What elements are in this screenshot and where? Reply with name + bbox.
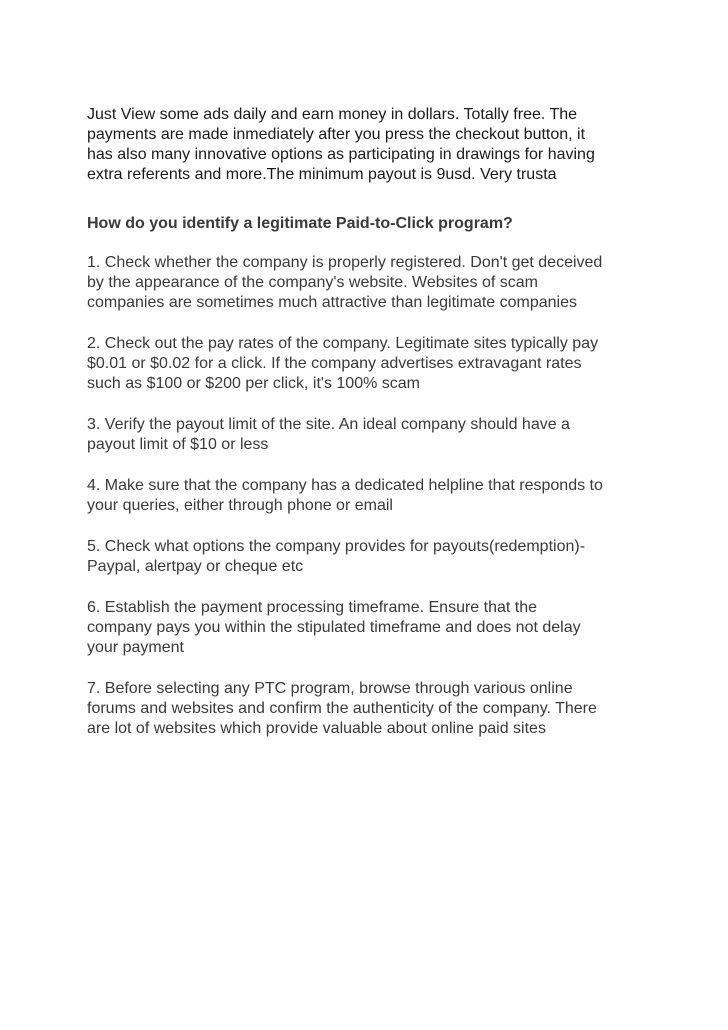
- tip-line: 5. Check what options the company provides for payouts(redemption)-: [87, 538, 586, 555]
- tip-paragraph-7: [87, 679, 657, 739]
- tip-paragraph-4: [87, 476, 657, 516]
- tip-line: 4. Make sure that the company has a dedicated helpline that responds to: [87, 477, 603, 494]
- tip-line: 6. Establish the payment processing timeframe. Ensure that the: [87, 599, 538, 616]
- tip-line: company pays you within the stipulated timeframe and does not delay: [87, 619, 581, 636]
- tip-line: are lot of websites which provide valuable about online paid sites: [87, 720, 546, 737]
- tip-paragraph-3: [87, 415, 657, 455]
- tip-line: your payment: [87, 639, 184, 656]
- tip-line: your queries, either through phone or email: [87, 497, 393, 514]
- tip-line: payout limit of $10 or less: [87, 436, 269, 453]
- tip-line: $0.01 or $0.02 for a click. If the company advertises extravagant rates: [87, 355, 582, 372]
- tip-paragraph-6: [87, 598, 657, 658]
- tip-line: 2. Check out the pay rates of the company. Legitimate sites typically pay: [87, 335, 599, 352]
- intro-line: Just View some ads daily and earn money in dollars. Totally free. The: [87, 106, 578, 123]
- intro-line: extra referents and more.The minimum payout is 9usd. Very trusta: [87, 166, 557, 183]
- intro-line: has also many innovative options as participating in drawings for having: [87, 146, 595, 163]
- document-page: [87, 105, 657, 760]
- tip-line: Paypal, alertpay or cheque etc: [87, 558, 304, 575]
- tip-line: forums and websites and confirm the authenticity of the company. There: [87, 700, 597, 717]
- section-heading: How do you identify a legitimate Paid-to-Click program?: [87, 215, 513, 232]
- intro-line: payments are made inmediately after you press the checkout button, it: [87, 126, 586, 143]
- tip-line: by the appearance of the company's website. Websites of scam: [87, 274, 538, 291]
- tip-line: 3. Verify the payout limit of the site. An ideal company should have a: [87, 416, 570, 433]
- tip-paragraph-5: [87, 537, 657, 577]
- tip-paragraph-1: [87, 253, 657, 313]
- tip-line: 7. Before selecting any PTC program, browse through various online: [87, 680, 573, 697]
- tip-line: companies are sometimes much attractive than legitimate companies: [87, 294, 577, 311]
- intro-paragraph: [87, 105, 657, 185]
- tip-line: such as $100 or $200 per click, it's 100% scam: [87, 375, 420, 392]
- tip-paragraph-2: [87, 334, 657, 394]
- tip-line: 1. Check whether the company is properly registered. Don't get deceived: [87, 254, 603, 271]
